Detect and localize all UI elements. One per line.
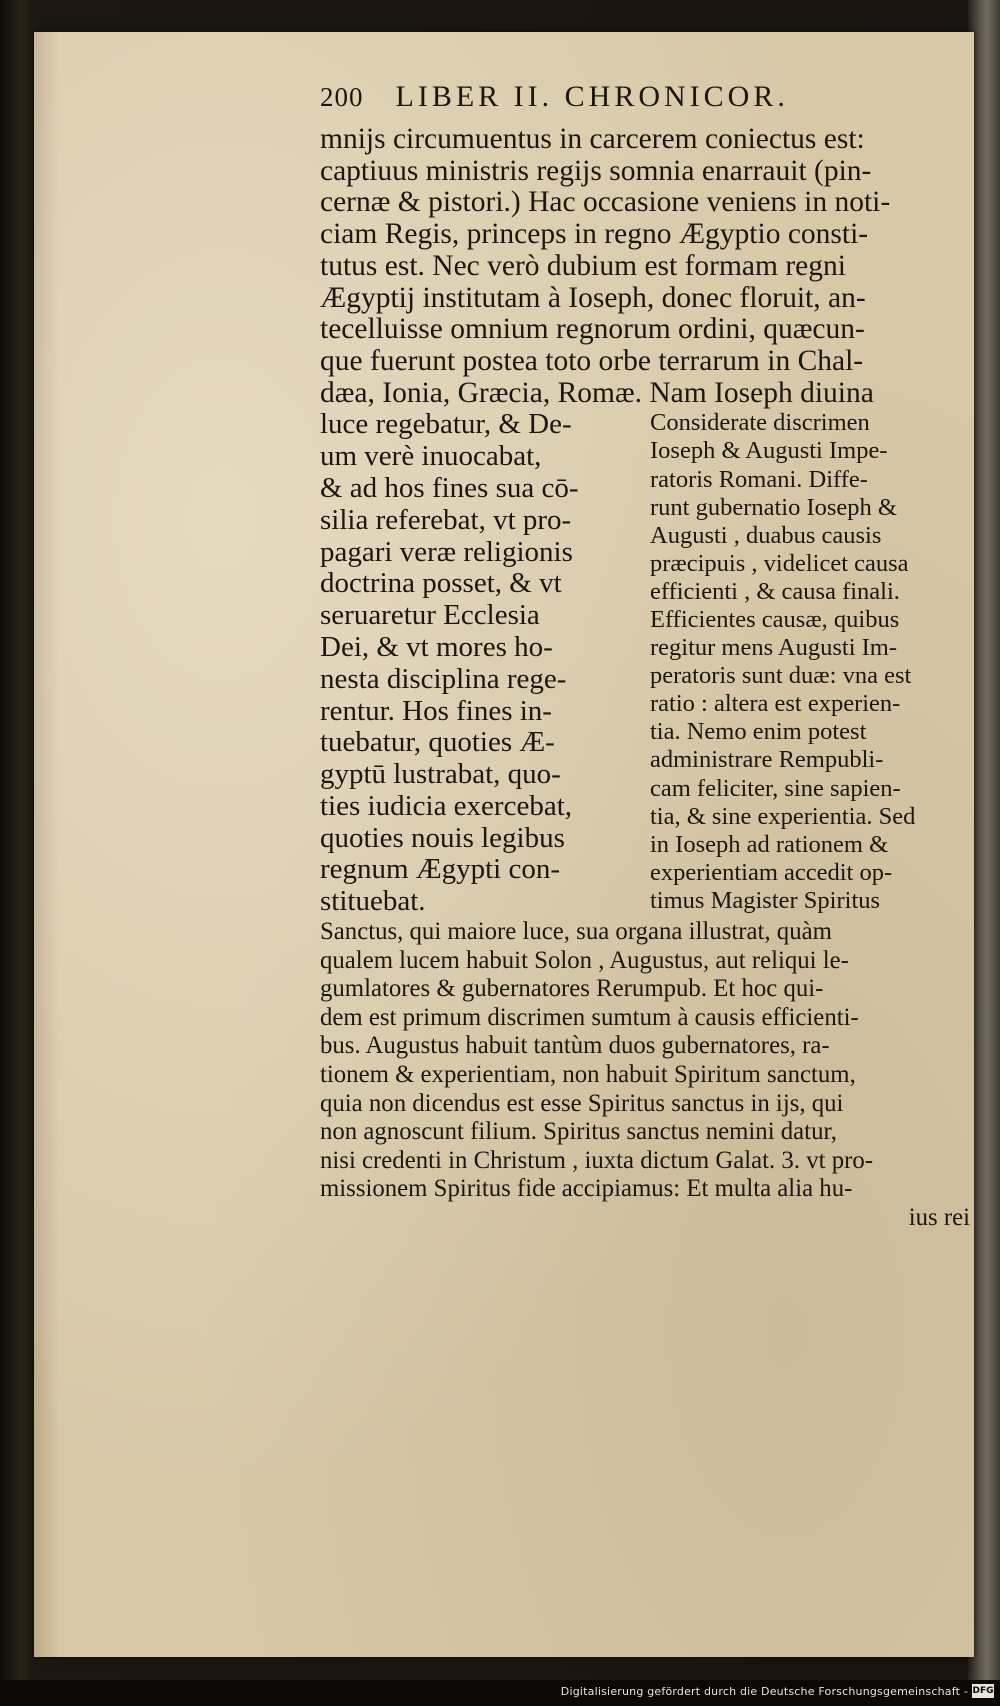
- text-line: Efficientes causæ, quibus: [650, 605, 900, 633]
- text-line: cernæ & pistori.) Hac occasione veniens in noti-: [320, 186, 891, 219]
- text-line: præcipuis , videlicet causa: [650, 549, 909, 577]
- text-line: dem est primum discrimen sumtum à causis efficienti-: [320, 1003, 859, 1031]
- running-head: LIBER II. CHRONICOR.: [395, 80, 789, 113]
- text-line: que fuerunt postea toto orbe terrarum in Chal-: [320, 344, 864, 377]
- text-line: nesta disciplina rege-: [320, 662, 567, 695]
- text-line: quoties nouis legibus: [320, 821, 565, 854]
- text-line: tionem & experientiam, non habuit Spiritum sanctum,: [320, 1061, 856, 1089]
- text-line: silia referebat, vt pro-: [320, 503, 572, 536]
- dfg-logo-icon: DFG: [972, 1686, 994, 1696]
- text-line: in Ioseph ad rationem &: [650, 830, 889, 858]
- text-line: Considerate discrimen: [650, 409, 870, 437]
- text-line: runt gubernatio Ioseph &: [650, 493, 897, 521]
- text-line: tia, & sine experientia. Sed: [650, 802, 916, 830]
- digitization-footer: [0, 1680, 1000, 1706]
- text-line: Augusti , duabus causis: [650, 521, 882, 549]
- text-line: nisi credenti in Christum , iuxta dictum Galat. 3. vt pro-: [320, 1146, 874, 1174]
- text-line: tecelluisse omnium regnorum ordini, quæcun-: [320, 313, 865, 346]
- text-line: Ioseph & Augusti Impe-: [650, 437, 888, 465]
- text-line: administrare Rempubli-: [650, 746, 884, 774]
- text-line: ratio : altera est experien-: [650, 690, 901, 718]
- text-line: quia non dicendus est esse Spiritus sanctus in ijs, qui: [320, 1089, 844, 1117]
- page-number: 200: [320, 82, 364, 112]
- text-line: bus. Augustus habuit tantùm duos gubernatores, ra-: [320, 1032, 830, 1060]
- text-line: mnijs circumuentus in carcerem coniectus est:: [320, 123, 865, 155]
- text-line: missionem Spiritus fide accipiamus: Et multa alia hu-: [320, 1175, 853, 1203]
- lower-paragraph: [320, 918, 970, 1233]
- text-line: doctrina posset, & vt: [320, 567, 562, 600]
- text-line: tuebatur, quoties Æ-: [320, 726, 555, 759]
- footer-credit: Digitalisierung gefördert durch die Deutsche Forschungsgemeinschaft -: [560, 1685, 968, 1698]
- text-line: Ægyptij institutam à Ioseph, donec floruit, an-: [320, 281, 866, 314]
- text-line: seruaretur Ecclesia: [320, 599, 540, 632]
- text-line: qualem lucem habuit Solon , Augustus, aut reliqui le-: [320, 946, 849, 974]
- text-line: Sanctus, qui maiore luce, sua organa illustrat, quàm: [320, 918, 832, 946]
- text-line: peratoris sunt duæ: vna est: [650, 662, 912, 690]
- text-line: regitur mens Augusti Im-: [650, 634, 898, 662]
- text-line: luce regebatur, & De-: [320, 408, 572, 441]
- text-line: cam feliciter, sine sapien-: [650, 774, 901, 802]
- text-line: um verè inuocabat,: [320, 440, 542, 473]
- text-line: tia. Nemo enim potest: [650, 718, 867, 746]
- text-line: ciam Regis, princeps in regno Ægyptio consti-: [320, 218, 869, 251]
- page-text: [320, 80, 970, 1233]
- text-line: ties iudicia exercebat,: [320, 789, 573, 822]
- text-line: stituebat.: [320, 885, 426, 918]
- text-line: & ad hos fines sua cō-: [320, 471, 579, 504]
- text-line: non agnoscunt filium. Spiritus sanctus nemini datur,: [320, 1118, 837, 1146]
- text-line: pagari veræ religionis: [320, 535, 573, 568]
- page-header: [320, 80, 970, 124]
- text-line: tutus est. Nec verò dubium est formam regni: [320, 249, 846, 282]
- text-line: dæa, Ionia, Græcia, Romæ. Nam Ioseph diuina: [320, 376, 874, 409]
- right-column: [650, 409, 970, 918]
- top-paragraph: [320, 124, 970, 409]
- text-line: gumlatores & gubernatores Rerumpub. Et hoc qui-: [320, 975, 824, 1003]
- two-columns: [320, 409, 970, 918]
- text-line: gyptū lustrabat, quo-: [320, 758, 561, 791]
- text-line: rentur. Hos fines in-: [320, 694, 552, 727]
- left-column: [320, 409, 620, 918]
- catchword: ius rei: [908, 1204, 970, 1232]
- text-line: timus Magister Spiritus: [650, 886, 881, 914]
- text-line: captiuus ministris regijs somnia enarrauit (pin-: [320, 154, 872, 187]
- text-line: experientiam accedit op-: [650, 858, 893, 886]
- text-line: efficienti , & causa finali.: [650, 577, 900, 605]
- text-line: ratoris Romani. Diffe-: [650, 465, 868, 493]
- text-line: regnum Ægypti con-: [320, 853, 561, 886]
- text-line: Dei, & vt mores ho-: [320, 630, 553, 663]
